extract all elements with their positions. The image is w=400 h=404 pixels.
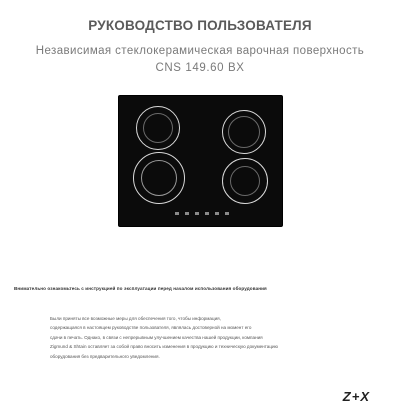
control-mark: [175, 212, 179, 215]
burner-inner-ring: [143, 113, 173, 143]
control-mark: [185, 212, 189, 215]
disclaimer-line: сдачи в печать. Однако, в связи с непрерывным улучшением качества нашей продукции, компания: [50, 334, 263, 340]
model-number: CNS 149.60 BX: [155, 62, 245, 74]
control-mark: [205, 212, 209, 215]
burner-inner-ring: [230, 166, 260, 196]
control-mark: [195, 212, 199, 215]
control-mark: [225, 212, 229, 215]
disclaimer-paragraph: [50, 314, 370, 361]
disclaimer-line: содержащаяся в настоящем руководстве пользователя, являлась достоверной на момент его: [50, 325, 252, 331]
document-title: РУКОВОДСТВО ПОЛЬЗОВАТЕЛЯ: [88, 18, 312, 33]
burner-top-right: [222, 110, 266, 154]
warning-notice: Внимательно ознакомьтесь с инструкцией по эксплуатации перед началом использования оборудования: [14, 286, 267, 291]
burner-inner-ring: [228, 116, 260, 148]
disclaimer-line: Zigmund & Shtain оставляет за собой право вносить изменения в продукцию и техническую документацию: [50, 344, 278, 350]
control-mark: [215, 212, 219, 215]
burner-bottom-left: [133, 152, 185, 204]
burner-bottom-right: [222, 158, 268, 204]
disclaimer-line: Были приняты все возможные меры для обеспечения того, чтобы информация,: [50, 316, 221, 321]
brand-logo: Z+X: [342, 389, 370, 404]
hob-illustration: [118, 95, 283, 227]
document-subtitle: Независимая стеклокерамическая варочная поверхность: [35, 45, 365, 57]
burner-top-left: [136, 106, 180, 150]
burner-inner-ring: [141, 160, 177, 196]
touch-control-strip: [175, 211, 229, 215]
disclaimer-line: оборудования без предварительного уведомления.: [50, 353, 160, 359]
